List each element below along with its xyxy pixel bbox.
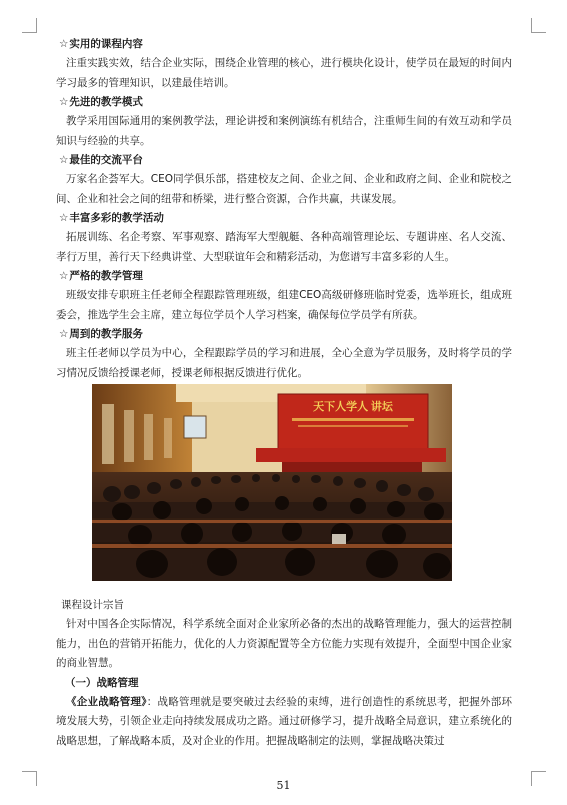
- lecture-hall-photo: [92, 384, 452, 581]
- banner-text: 天下人学人 讲坛: [313, 401, 393, 413]
- strategy-paragraph: [56, 693, 512, 752]
- star-icon: ☆: [59, 96, 69, 108]
- section-heading: ☆实用的课程内容: [59, 38, 143, 50]
- section-body: 注重实践实效，结合企业实际，围绕企业管理的核心，进行模块化设计，使学员在最短的时间内学习最多的管理知识，以建最佳培训。: [56, 57, 512, 89]
- section-body: 班主任老师以学员为中心，全程跟踪学员的学习和进展，全心全意为学员服务，及时将学员的学习情况反馈给授课老师，授课老师根据反馈进行优化。: [56, 347, 512, 379]
- purpose-title: 课程设计宗旨: [61, 599, 124, 611]
- section-body: 万家名企荟军大。CEO同学俱乐部，搭建校友之间、企业之间、企业和政府之间、企业和院校之间、企业和社会之间的纽带和桥梁，进行整合资源，合作共赢，共谋发展。: [56, 173, 512, 205]
- section-body: 拓展训练、名企考察、军事观察、踏海军大型舰艇、各种高端管理论坛、专题讲座、名人交流、孝行万里，善行天下经典讲堂、大型联谊年会和精彩活动，为您谱写丰富多彩的人生。: [56, 231, 512, 263]
- star-icon: ☆: [59, 270, 69, 282]
- feature-section: [56, 325, 512, 383]
- crop-mark-icon: [531, 18, 546, 33]
- section-title: （一）战略管理: [65, 676, 139, 689]
- section-heading: ☆丰富多彩的教学活动: [59, 212, 164, 224]
- section-heading: ☆周到的教学服务: [59, 328, 143, 340]
- section-heading: ☆最佳的交流平台: [59, 154, 143, 166]
- feature-section: [56, 209, 512, 267]
- strategy-term: 《企业战略管理》: [66, 695, 147, 708]
- page-number: 51: [276, 779, 291, 792]
- section-body: 教学采用国际通用的案例教学法，理论讲授和案例演练有机结合，注重师生间的有效互动和学员知识与经验的共享。: [56, 115, 512, 147]
- section-heading: ☆先进的教学模式: [59, 96, 143, 108]
- crop-mark-icon: [22, 18, 37, 33]
- feature-section: [56, 93, 512, 151]
- purpose-body: 针对中国各企实际情况，科学系统全面对企业家所必备的杰出的战略管理能力，强大的运营控制能力，出色的营销开拓能力，优化的人力资源配置等全方位能力实现有效提升，全面型中国企业家的商业智慧。: [56, 618, 512, 669]
- strategy-body: ：战略管理就是要突破过去经验的束缚，进行创造性的系统思考，把握外部环境发展大势，引领企业走向持续发展成功之路。通过研修学习，提升战略全局意识，建立系统化的战略思想，了解战略本质，及对企业的作用。把握战略制定的法则，掌握战略决策过: [56, 695, 512, 747]
- section-heading: ☆严格的教学管理: [59, 270, 143, 282]
- feature-section: [56, 151, 512, 209]
- course-purpose: [56, 596, 512, 751]
- feature-section: [56, 267, 512, 325]
- star-icon: ☆: [59, 212, 69, 224]
- star-icon: ☆: [59, 38, 69, 50]
- features-list: [56, 35, 512, 383]
- feature-section: [56, 35, 512, 93]
- star-icon: ☆: [59, 154, 69, 166]
- section-body: 班级安排专职班主任老师全程跟踪管理班级，组建CEO高级研修班临时党委，选举班长，组成班委会，推选学生会主席，建立每位学员个人学习档案，确保每位学员学有所获。: [56, 289, 512, 321]
- star-icon: ☆: [59, 328, 69, 340]
